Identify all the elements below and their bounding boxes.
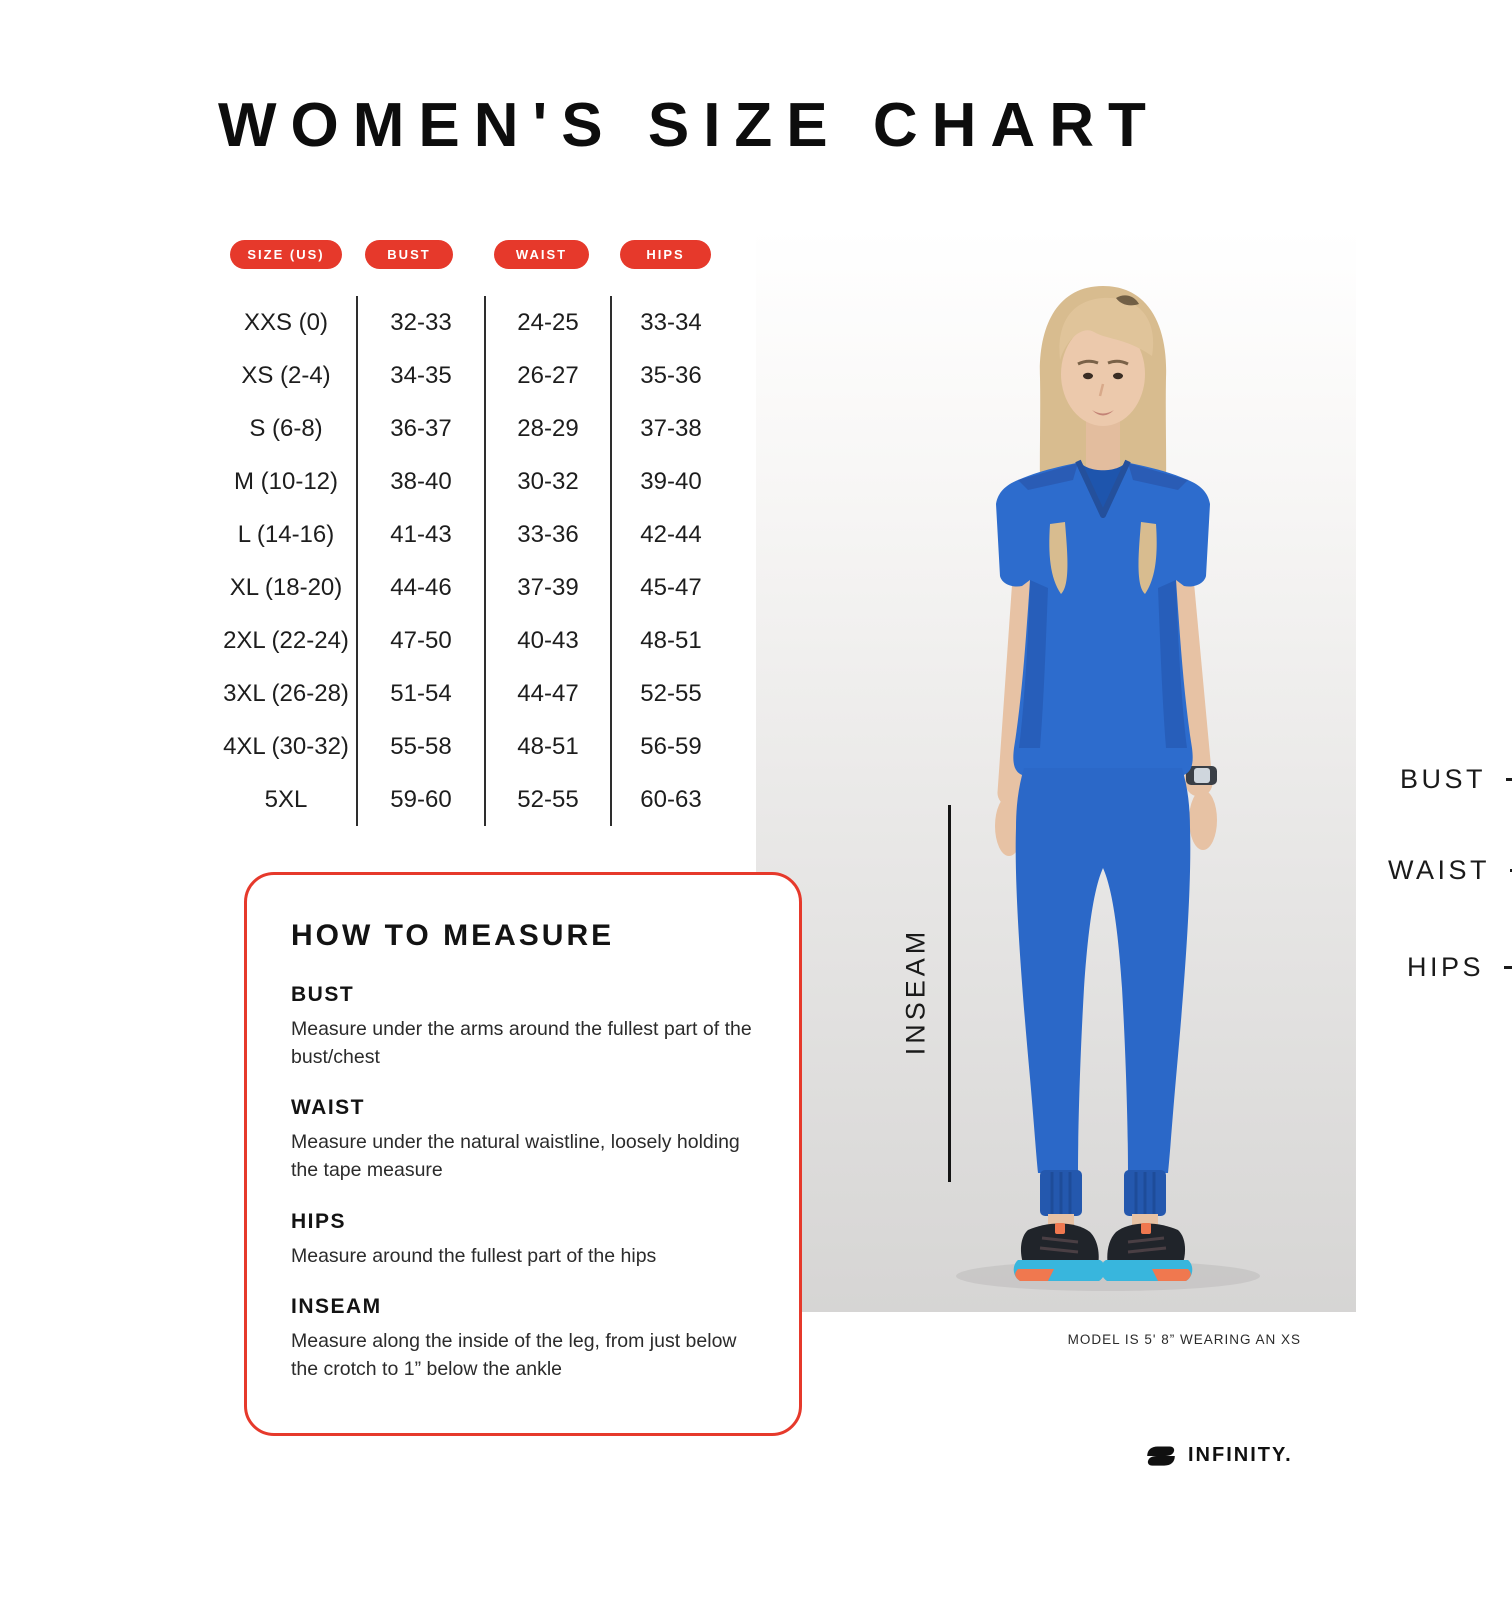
- column-pill-bust: [365, 240, 453, 269]
- size-cell: 3XL (26-28): [216, 667, 358, 720]
- size-chart-page: [156, 0, 1490, 1600]
- waist-cell: 44-47: [486, 667, 612, 720]
- bust-cell: 36-37: [358, 402, 486, 455]
- waist-cell: 24-25: [486, 296, 612, 349]
- bust-pointer-line: [1506, 778, 1512, 781]
- bust-cell: 47-50: [358, 614, 486, 667]
- measure-section: [291, 1295, 755, 1383]
- hips-cell: 37-38: [640, 414, 702, 442]
- bust-cell: 34-35: [358, 349, 486, 402]
- measure-section: [291, 1210, 755, 1271]
- column-pill-size-label: SIZE (US): [247, 247, 325, 262]
- waist-cell: 40-43: [486, 614, 612, 667]
- hips-cell: 45-47: [640, 573, 702, 601]
- measure-section-label: BUST: [291, 983, 355, 1006]
- waist-cell: 48-51: [486, 720, 612, 773]
- measure-section-label: HIPS: [291, 1209, 347, 1233]
- measure-section: [291, 983, 755, 1071]
- how-to-measure-box: [244, 872, 802, 1436]
- waist-annotation: [1388, 855, 1512, 886]
- size-cell: M (10-12): [216, 455, 358, 508]
- waist-cell: 33-36: [486, 508, 612, 561]
- column-pill-bust-label: BUST: [387, 247, 431, 262]
- hips-cell: 48-51: [640, 626, 702, 654]
- waist-cell: 52-55: [486, 773, 612, 826]
- hips-annotation-label: HIPS: [1407, 952, 1485, 982]
- model-caption: MODEL IS 5' 8” WEARING AN XS: [1067, 1332, 1301, 1347]
- bust-cell: 59-60: [358, 773, 486, 826]
- column-pill-hips: [620, 240, 711, 269]
- size-cell: L (14-16): [216, 508, 358, 561]
- size-cell: 2XL (22-24): [216, 614, 358, 667]
- measure-sections: [291, 983, 755, 1384]
- size-cell: 5XL: [216, 773, 358, 826]
- column-pill-waist-label: WAIST: [515, 247, 568, 262]
- hips-cell: 33-34: [640, 308, 702, 336]
- hips-annotation: [1407, 952, 1512, 983]
- bust-cell: 55-58: [358, 720, 486, 773]
- column-pill-size: [230, 240, 342, 269]
- hips-cell: 52-55: [640, 679, 702, 707]
- size-cell: XL (18-20): [216, 561, 358, 614]
- hips-cell: 39-40: [640, 467, 702, 495]
- hips-cell: 56-59: [640, 732, 702, 760]
- column-pill-waist: [494, 240, 589, 269]
- model-photo-illustration: [756, 228, 1356, 1312]
- bust-cell: 32-33: [358, 296, 486, 349]
- brand-logo-text: INFINITY.: [1188, 1444, 1293, 1466]
- how-to-measure-title: HOW TO MEASURE: [291, 919, 615, 952]
- measure-section: [291, 1096, 755, 1184]
- size-cell: XXS (0): [216, 296, 358, 349]
- inseam-annotation-label: INSEAM: [900, 927, 931, 1056]
- column-pill-hips-label: HIPS: [646, 247, 685, 262]
- page-title: WOMEN'S SIZE CHART: [218, 91, 1160, 160]
- measure-section-label: WAIST: [291, 1096, 365, 1120]
- waist-cell: 30-32: [486, 455, 612, 508]
- hips-pointer-line: [1504, 966, 1512, 969]
- waist-annotation-label: WAIST: [1388, 855, 1490, 885]
- hips-cell: 42-44: [640, 520, 702, 548]
- infinity-logo-icon: [1144, 1445, 1178, 1467]
- bust-annotation: [1400, 764, 1512, 795]
- bust-cell: 51-54: [358, 667, 486, 720]
- size-cell: XS (2-4): [216, 349, 358, 402]
- measure-section-text: Measure around the fullest part of the hips: [291, 1244, 657, 1267]
- measure-section-text: Measure along the inside of the leg, from just below the crotch to 1” below the ankle: [291, 1330, 737, 1381]
- brand-logo: [1144, 1444, 1293, 1467]
- size-table-body: [216, 296, 730, 826]
- waist-cell: 37-39: [486, 561, 612, 614]
- bust-cell: 38-40: [358, 455, 486, 508]
- measure-section-text: Measure under the natural waistline, loosely holding the tape measure: [291, 1131, 740, 1182]
- bust-annotation-label: BUST: [1400, 764, 1487, 794]
- hips-cell: 60-63: [640, 785, 702, 813]
- measure-section-text: Measure under the arms around the fullest part of the bust/chest: [291, 1018, 752, 1068]
- inseam-pointer-line: [948, 805, 951, 1182]
- bust-cell: 44-46: [358, 561, 486, 614]
- measure-section-label: INSEAM: [291, 1295, 382, 1319]
- waist-cell: 28-29: [486, 402, 612, 455]
- size-cell: 4XL (30-32): [216, 720, 358, 773]
- size-cell: S (6-8): [216, 402, 358, 455]
- model-photo: [756, 228, 1490, 1312]
- waist-cell: 26-27: [486, 349, 612, 402]
- bust-cell: 41-43: [358, 508, 486, 561]
- hips-cell: 35-36: [640, 361, 702, 389]
